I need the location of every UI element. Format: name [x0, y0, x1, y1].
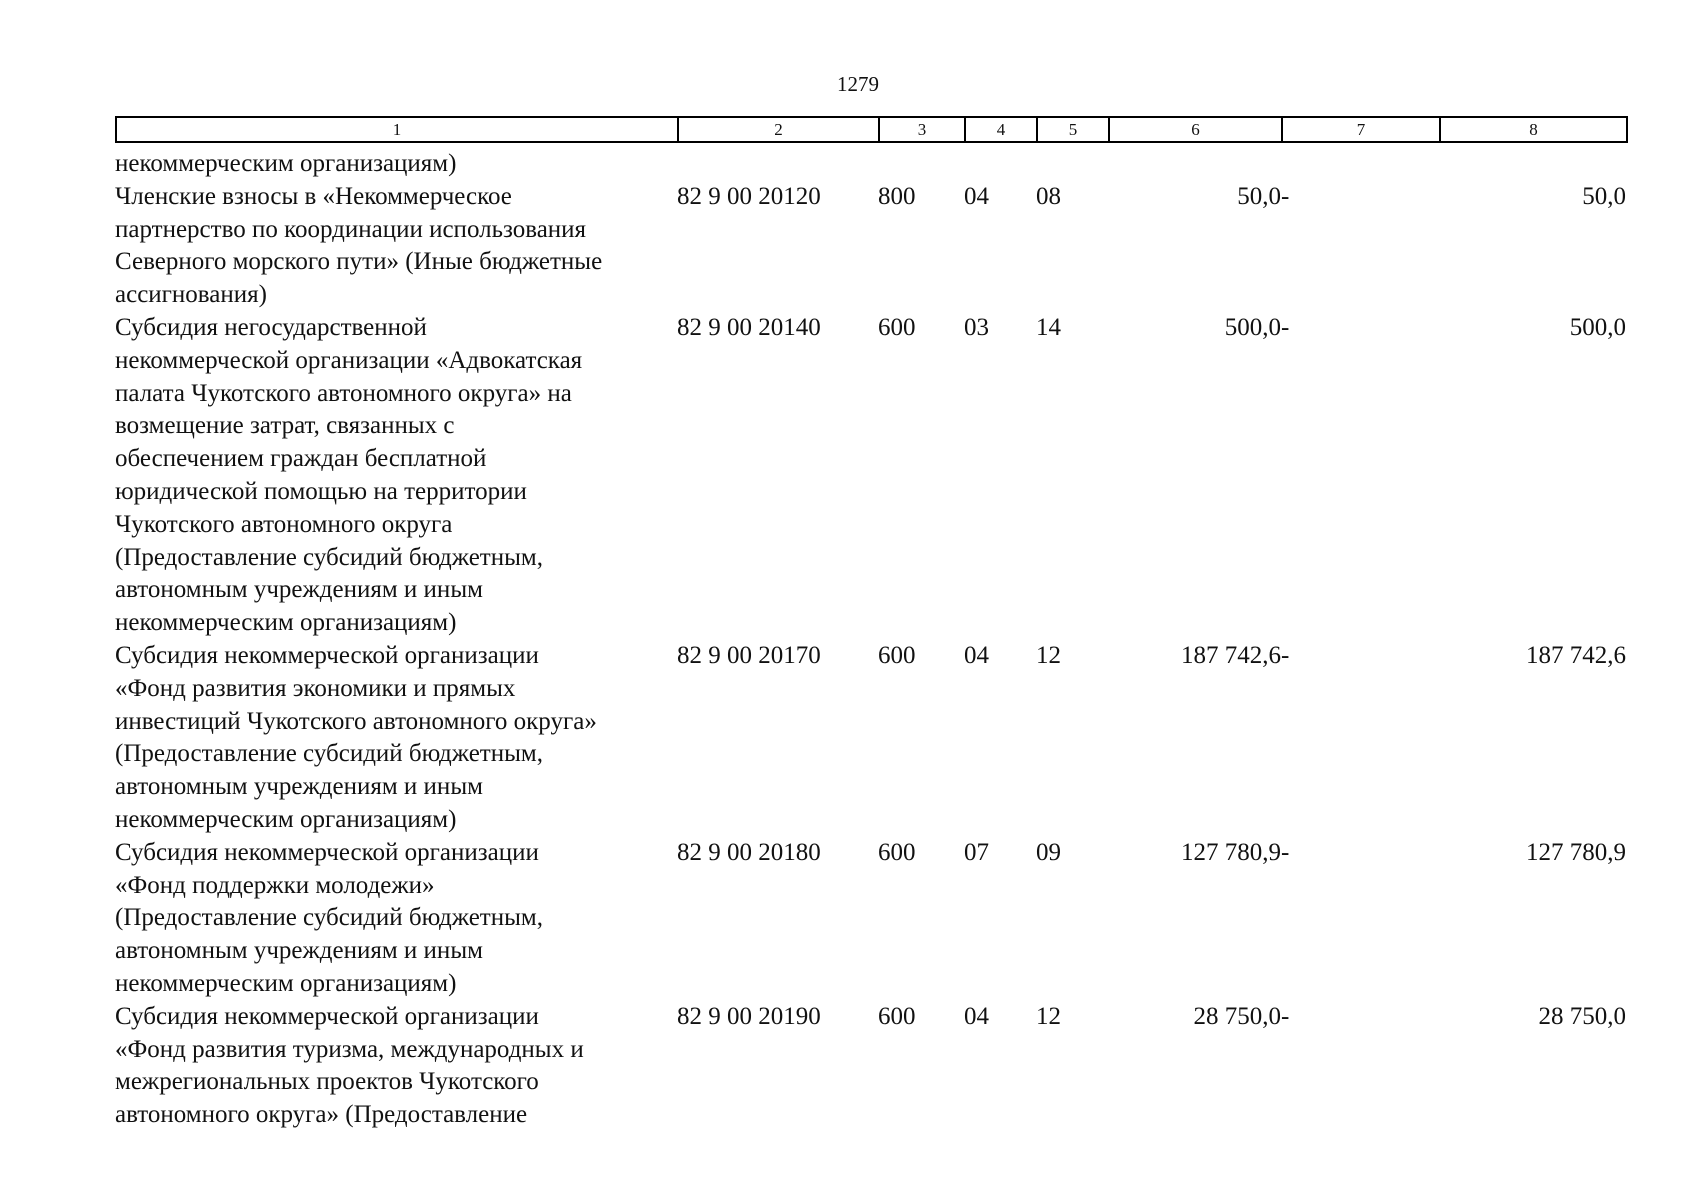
section: 04 [964, 641, 989, 669]
section: 04 [964, 1002, 989, 1030]
target-article-code: 82 9 00 20120 [677, 182, 821, 210]
amount-change: - [1281, 838, 1290, 866]
section: 03 [964, 313, 989, 341]
description-line: автономного округа» (Предоставление [115, 1101, 528, 1129]
expense-type: 800 [878, 182, 916, 210]
section: 07 [964, 838, 989, 866]
row-description [115, 1001, 677, 1132]
expense-type [878, 148, 964, 181]
row-description [115, 837, 677, 1001]
description-line: некоммерческим организациям) [115, 969, 457, 997]
amount-total: 28 750,0 [1193, 1002, 1281, 1030]
description-line: (Предоставление субсидий бюджетным, [115, 740, 543, 768]
description-line: Субсидия некоммерческой организации [115, 641, 539, 669]
description-line: некоммерческой организации «Адвокатская [115, 346, 583, 374]
amount-change: - [1281, 182, 1290, 210]
description-line: Субсидия некоммерческой организации [115, 1002, 539, 1030]
description-line: (Предоставление субсидий бюджетным, [115, 904, 543, 932]
header-col-1: 1 [116, 117, 678, 142]
description-line: партнерство по координации использования [115, 215, 587, 243]
amount-final [1439, 148, 1626, 181]
amount-final: 28 750,0 [1538, 1002, 1626, 1030]
description-line: некоммерческим организациям) [115, 609, 457, 637]
table-row [115, 312, 1626, 640]
section: 04 [964, 182, 989, 210]
amount-total: 127 780,9 [1181, 838, 1281, 866]
amount-change: - [1281, 641, 1290, 669]
expense-type: 600 [878, 313, 916, 341]
row-description [115, 640, 677, 837]
expense-type: 600 [878, 641, 916, 669]
description-line: Субсидия некоммерческой организации [115, 838, 539, 866]
description-line: обеспечением граждан бесплатной [115, 445, 487, 473]
description-line: автономным учреждениям и иным [115, 576, 483, 604]
expense-type: 600 [878, 1002, 916, 1030]
amount-total: 187 742,6 [1181, 641, 1281, 669]
table-row [115, 181, 1626, 312]
row-description [115, 148, 677, 181]
section [964, 148, 1036, 181]
description-line: Субсидия негосударственной [115, 313, 427, 341]
amount-final: 50,0 [1582, 182, 1626, 210]
target-article-code: 82 9 00 20170 [677, 641, 821, 669]
description-line: ассигнования) [115, 281, 267, 309]
description-line: некоммерческим организациям) [115, 150, 457, 177]
budget-table [115, 148, 1626, 1132]
amount-change: - [1281, 313, 1290, 341]
description-line: возмещение затрат, связанных с [115, 412, 455, 440]
amount-total: 500,0 [1224, 313, 1281, 341]
description-line: автономным учреждениям и иным [115, 773, 483, 801]
amount-total [1108, 148, 1281, 181]
description-line: «Фонд развития туризма, международных и [115, 1035, 584, 1063]
header-col-2: 2 [678, 117, 879, 142]
amount-final: 500,0 [1569, 313, 1626, 341]
description-line: юридической помощью на территории [115, 477, 527, 505]
description-line: некоммерческим организациям) [115, 805, 457, 833]
amount-final: 187 742,6 [1526, 641, 1626, 669]
header-col-3: 3 [879, 117, 965, 142]
column-number-header [115, 116, 1628, 143]
target-article-code: 82 9 00 20190 [677, 1002, 821, 1030]
description-line: Чукотского автономного округа [115, 510, 453, 538]
subsection: 14 [1036, 313, 1061, 341]
description-line: «Фонд развития экономики и прямых [115, 674, 516, 702]
description-line: Членские взносы в «Некоммерческое [115, 182, 512, 210]
description-line: автономным учреждениям и иным [115, 937, 483, 965]
table-row [115, 148, 1626, 181]
description-line: межрегиональных проектов Чукотского [115, 1068, 539, 1096]
amount-final: 127 780,9 [1526, 838, 1626, 866]
description-line: (Предоставление субсидий бюджетным, [115, 543, 543, 571]
target-article-code: 82 9 00 20180 [677, 838, 821, 866]
subsection: 12 [1036, 1002, 1061, 1030]
description-line: инвестиций Чукотского автономного округа» [115, 707, 597, 735]
header-col-7: 7 [1282, 117, 1440, 142]
row-description [115, 312, 677, 640]
target-article-code [677, 148, 878, 181]
subsection [1036, 148, 1108, 181]
header-col-5: 5 [1037, 117, 1109, 142]
header-col-6: 6 [1109, 117, 1282, 142]
subsection: 12 [1036, 641, 1061, 669]
amount-change [1281, 148, 1439, 181]
subsection: 08 [1036, 182, 1061, 210]
subsection: 09 [1036, 838, 1061, 866]
header-col-4: 4 [965, 117, 1037, 142]
target-article-code: 82 9 00 20140 [677, 313, 821, 341]
amount-total: 50,0 [1237, 182, 1281, 210]
description-line: «Фонд поддержки молодежи» [115, 871, 435, 899]
description-line: Северного морского пути» (Иные бюджетные [115, 248, 603, 276]
table-row [115, 1001, 1626, 1132]
header-col-8: 8 [1440, 117, 1627, 142]
description-line: палата Чукотского автономного округа» на [115, 379, 572, 407]
table-row [115, 837, 1626, 1001]
row-description [115, 181, 677, 312]
table-row [115, 640, 1626, 837]
amount-change: - [1281, 1002, 1290, 1030]
expense-type: 600 [878, 838, 916, 866]
page-number: 1279 [837, 72, 879, 96]
